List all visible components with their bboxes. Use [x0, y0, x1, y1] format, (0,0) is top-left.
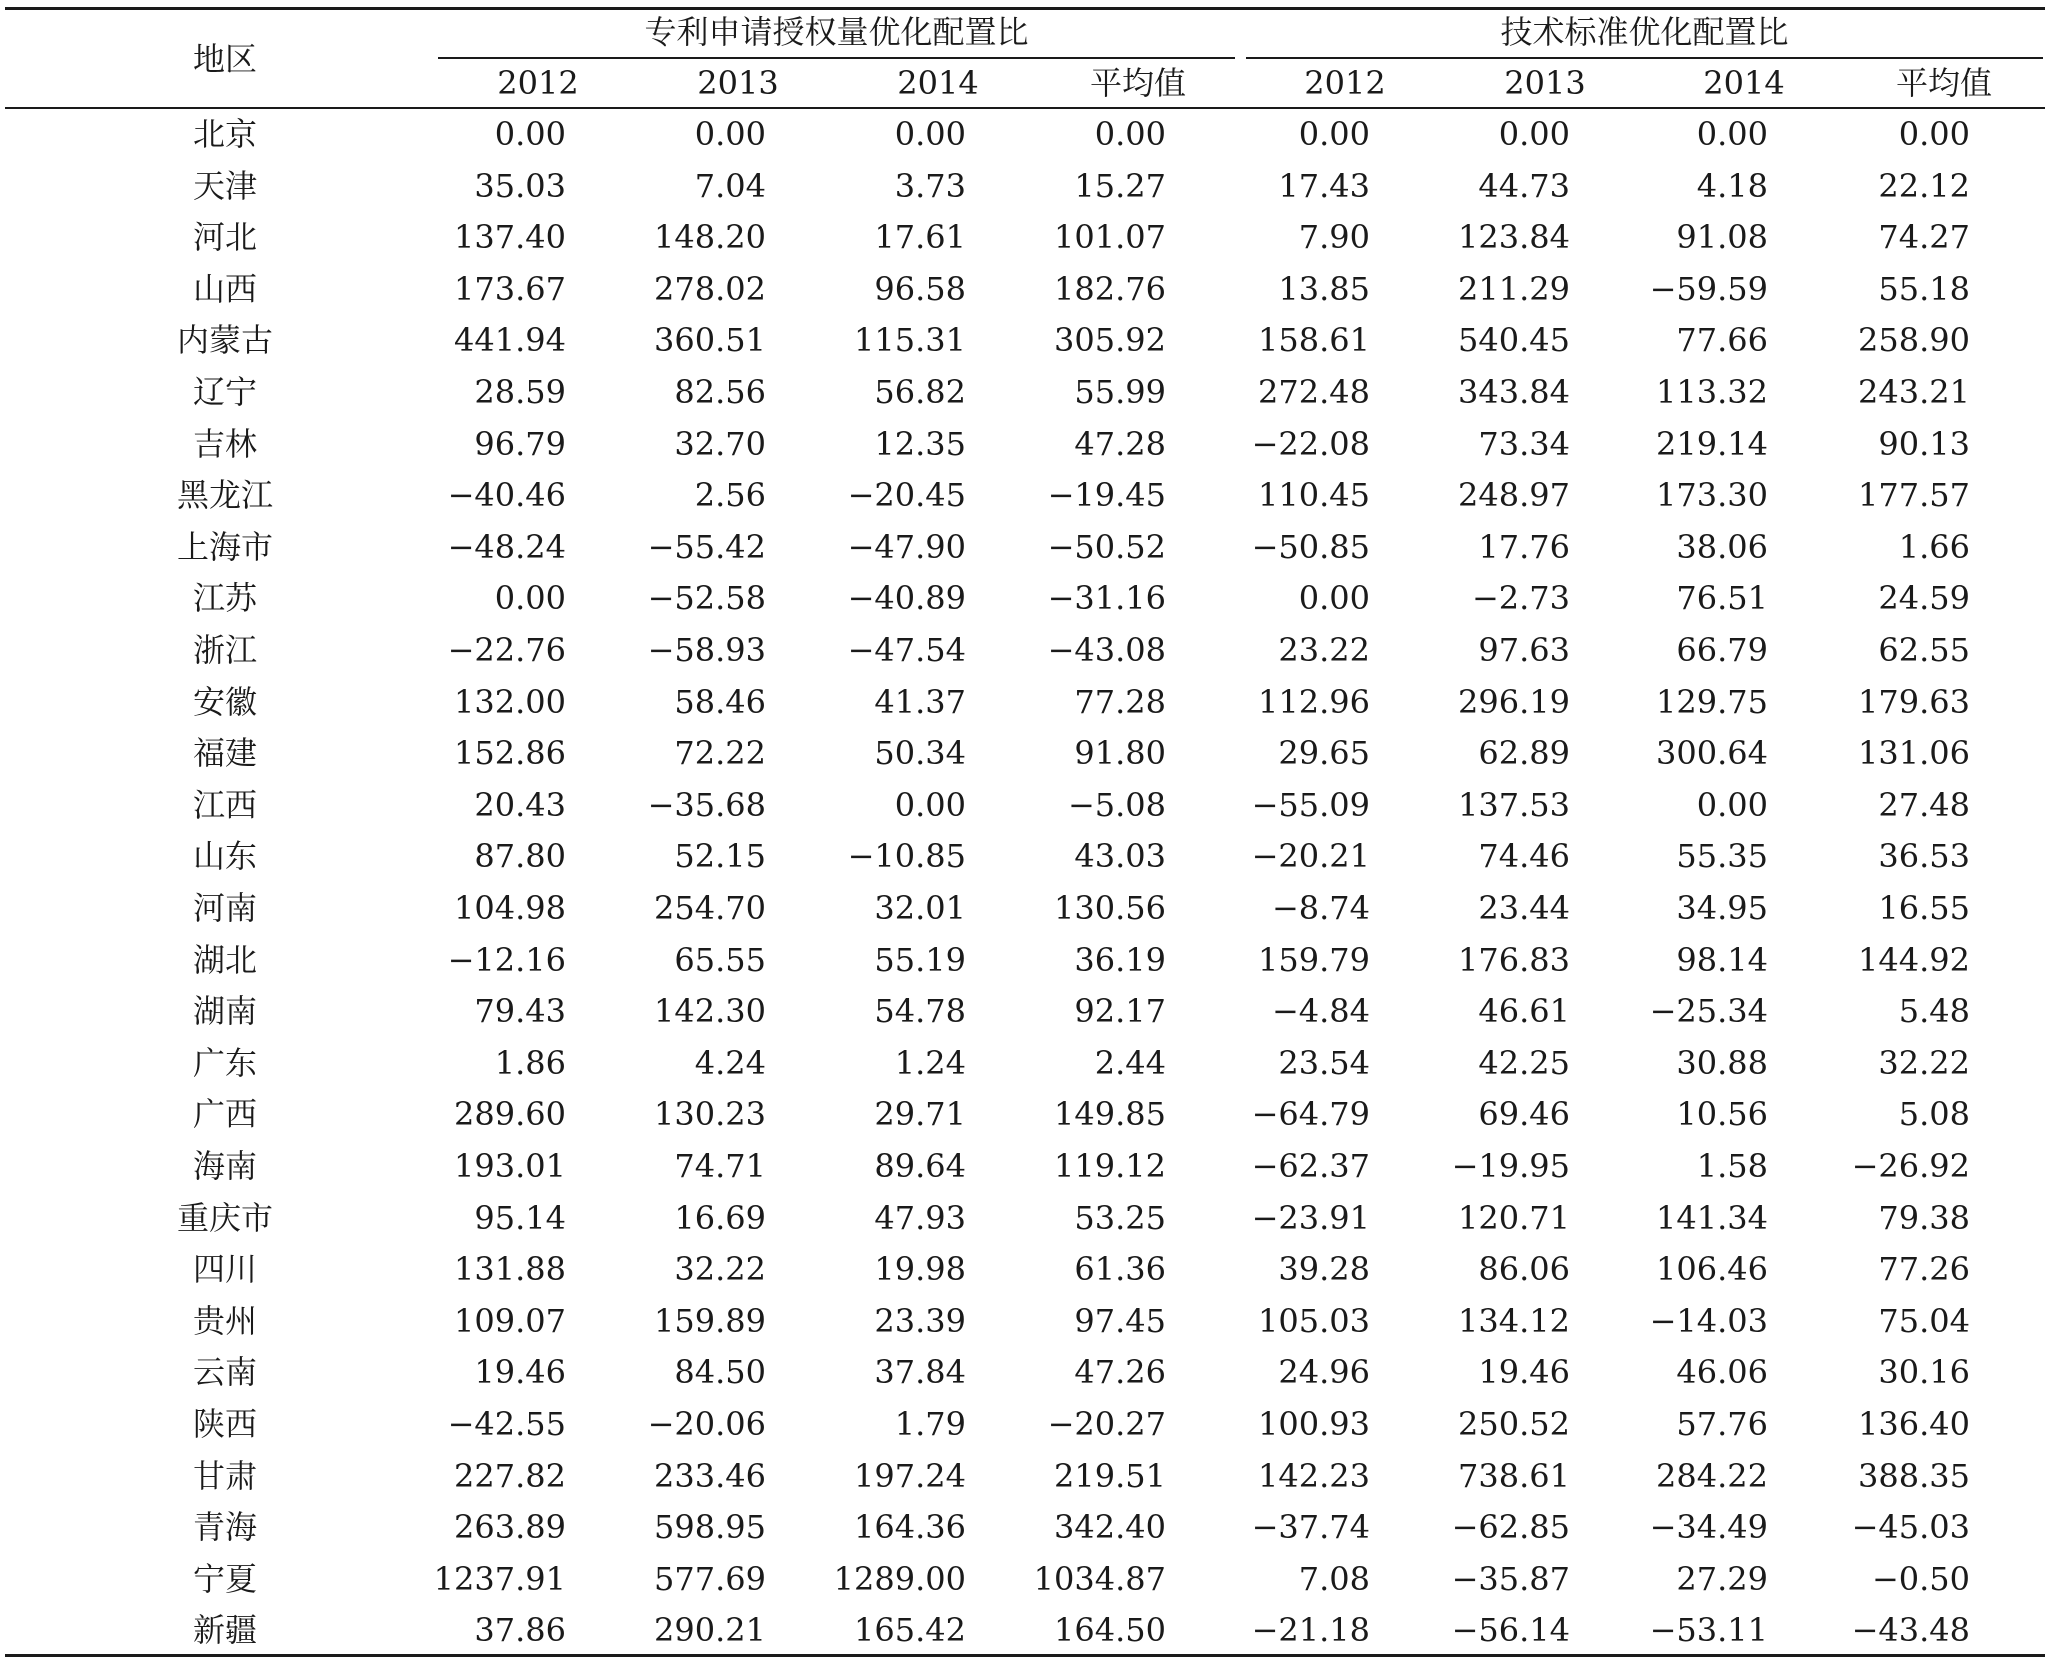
value-cell: 7.04 — [694, 166, 766, 205]
value-cell: 32.70 — [674, 424, 766, 463]
value-cell: 36.53 — [1878, 837, 1970, 876]
value-cell: 1.58 — [1696, 1147, 1768, 1185]
value-cell: 132.00 — [454, 682, 566, 721]
value-cell: 12.35 — [874, 424, 966, 463]
value-cell: 92.17 — [1074, 992, 1166, 1031]
value-cell: 158.61 — [1258, 321, 1370, 360]
value-cell: 250.52 — [1458, 1405, 1570, 1443]
region-cell: 辽宁 — [192, 373, 257, 411]
value-cell: 91.80 — [1074, 734, 1166, 773]
value-cell: 19.98 — [874, 1250, 966, 1289]
value-cell: 105.03 — [1258, 1301, 1370, 1340]
value-cell: 97.63 — [1478, 631, 1570, 669]
value-cell: 1289.00 — [833, 1559, 966, 1598]
value-cell: −2.73 — [1471, 579, 1570, 618]
value-cell: 96.58 — [874, 269, 966, 308]
value-cell: 305.92 — [1054, 321, 1166, 360]
group-header-patent: 专利申请授权量优化配置比 — [644, 13, 1029, 51]
value-cell: −8.74 — [1271, 889, 1370, 927]
region-cell: 甘肃 — [192, 1456, 257, 1495]
value-cell: −26.92 — [1851, 1147, 1970, 1185]
value-cell: 0.00 — [1696, 115, 1768, 153]
value-cell: 73.34 — [1478, 424, 1570, 463]
region-cell: 内蒙古 — [176, 321, 273, 360]
value-cell: 97.45 — [1074, 1301, 1166, 1340]
value-cell: −20.27 — [1047, 1405, 1166, 1443]
group-header-standard: 技术标准优化配置比 — [1500, 13, 1789, 51]
value-cell: 74.71 — [674, 1147, 766, 1185]
value-cell: 2.44 — [1094, 1043, 1166, 1082]
sub-header-3: 平均值 — [1089, 64, 1186, 102]
value-cell: 41.37 — [874, 682, 966, 721]
value-cell: 113.32 — [1656, 373, 1768, 411]
value-cell: 86.06 — [1478, 1250, 1570, 1289]
region-cell: 浙江 — [192, 631, 257, 669]
value-cell: 219.51 — [1054, 1456, 1166, 1495]
value-cell: 3.73 — [894, 166, 966, 205]
value-cell: 1.24 — [894, 1043, 966, 1082]
value-cell: 16.55 — [1878, 889, 1970, 927]
value-cell: −50.52 — [1047, 527, 1166, 566]
value-cell: −14.03 — [1649, 1301, 1768, 1340]
value-cell: 296.19 — [1458, 682, 1570, 721]
value-cell: 120.71 — [1458, 1198, 1570, 1237]
value-cell: 42.25 — [1478, 1043, 1570, 1082]
value-cell: −48.24 — [447, 527, 566, 566]
value-cell: 79.43 — [474, 992, 566, 1031]
value-cell: 72.22 — [674, 734, 766, 773]
value-cell: 56.82 — [874, 373, 966, 411]
value-cell: −52.58 — [647, 579, 766, 618]
value-cell: 61.36 — [1074, 1250, 1166, 1289]
value-cell: 0.00 — [894, 115, 966, 153]
value-cell: 46.61 — [1478, 992, 1570, 1031]
region-cell: 北京 — [192, 115, 257, 153]
value-cell: 66.79 — [1676, 631, 1768, 669]
value-cell: 52.15 — [674, 837, 766, 876]
value-cell: −56.14 — [1451, 1611, 1570, 1650]
value-cell: 227.82 — [454, 1456, 566, 1495]
value-cell: 62.89 — [1478, 734, 1570, 773]
value-cell: 211.29 — [1458, 269, 1570, 308]
value-cell: 342.40 — [1054, 1508, 1166, 1547]
value-cell: −10.85 — [847, 837, 966, 876]
value-cell: 165.42 — [854, 1611, 966, 1650]
value-cell: −22.08 — [1251, 424, 1370, 463]
value-cell: 17.61 — [874, 218, 966, 257]
region-cell: 安徽 — [192, 682, 257, 721]
value-cell: 112.96 — [1258, 682, 1370, 721]
value-cell: 43.03 — [1074, 837, 1166, 876]
value-cell: 82.56 — [674, 373, 766, 411]
value-cell: 130.56 — [1054, 889, 1166, 927]
value-cell: 142.30 — [654, 992, 766, 1031]
value-cell: 77.66 — [1676, 321, 1768, 360]
value-cell: 106.46 — [1656, 1250, 1768, 1289]
value-cell: 37.86 — [474, 1611, 566, 1650]
value-cell: 39.28 — [1278, 1250, 1370, 1289]
value-cell: −25.34 — [1649, 992, 1768, 1031]
sub-header-7: 平均值 — [1895, 64, 1992, 102]
value-cell: 149.85 — [1054, 1095, 1166, 1134]
region-cell: 新疆 — [192, 1611, 257, 1650]
region-cell: 河北 — [192, 218, 257, 257]
value-cell: 263.89 — [454, 1508, 566, 1547]
value-cell: −20.21 — [1251, 837, 1370, 876]
value-cell: 173.30 — [1656, 476, 1768, 515]
value-cell: 254.70 — [654, 889, 766, 927]
value-cell: 30.16 — [1878, 1353, 1970, 1392]
value-cell: −12.16 — [447, 940, 566, 979]
value-cell: 62.55 — [1878, 631, 1970, 669]
value-cell: 69.46 — [1478, 1095, 1570, 1134]
value-cell: 36.19 — [1074, 940, 1166, 979]
sub-header-1: 2013 — [697, 64, 779, 102]
value-cell: −19.95 — [1451, 1147, 1570, 1185]
value-cell: 47.28 — [1074, 424, 1166, 463]
value-cell: −37.74 — [1251, 1508, 1370, 1547]
region-cell: 宁夏 — [192, 1559, 257, 1598]
region-cell: 贵州 — [192, 1301, 257, 1340]
region-cell: 广东 — [192, 1043, 257, 1082]
value-cell: 284.22 — [1656, 1456, 1768, 1495]
sub-header-5: 2013 — [1504, 64, 1586, 102]
value-cell: 57.76 — [1676, 1405, 1768, 1443]
value-cell: 110.45 — [1258, 476, 1370, 515]
region-cell: 四川 — [192, 1250, 257, 1289]
value-cell: −53.11 — [1649, 1611, 1768, 1650]
value-cell: 0.00 — [894, 785, 966, 824]
value-cell: 289.60 — [454, 1095, 566, 1134]
value-cell: 75.04 — [1878, 1301, 1970, 1340]
value-cell: 0.00 — [1696, 785, 1768, 824]
value-cell: 90.13 — [1878, 424, 1970, 463]
value-cell: −42.55 — [447, 1405, 566, 1443]
value-cell: 0.00 — [1898, 115, 1970, 153]
region-cell: 天津 — [192, 166, 257, 205]
value-cell: 77.28 — [1074, 682, 1166, 721]
region-cell: 湖北 — [192, 940, 257, 979]
value-cell: 37.84 — [874, 1353, 966, 1392]
value-cell: −20.06 — [647, 1405, 766, 1443]
value-cell: 89.64 — [874, 1147, 966, 1185]
value-cell: 100.93 — [1258, 1405, 1370, 1443]
value-cell: 58.46 — [674, 682, 766, 721]
value-cell: 123.84 — [1458, 218, 1570, 257]
region-cell: 吉林 — [192, 424, 257, 463]
region-cell: 青海 — [192, 1508, 257, 1547]
value-cell: 53.25 — [1074, 1198, 1166, 1237]
value-cell: 65.55 — [674, 940, 766, 979]
value-cell: 19.46 — [474, 1353, 566, 1392]
value-cell: 577.69 — [654, 1559, 766, 1598]
value-cell: 0.00 — [694, 115, 766, 153]
value-cell: 137.53 — [1458, 785, 1570, 824]
value-cell: 540.45 — [1458, 321, 1570, 360]
region-cell: 江西 — [192, 785, 257, 824]
value-cell: 46.06 — [1676, 1353, 1768, 1392]
value-cell: 20.43 — [474, 785, 566, 824]
value-cell: −22.76 — [447, 631, 566, 669]
region-header: 地区 — [192, 40, 257, 78]
value-cell: −19.45 — [1047, 476, 1166, 515]
value-cell: 30.88 — [1676, 1043, 1768, 1082]
value-cell: −31.16 — [1047, 579, 1166, 618]
value-cell: 131.06 — [1858, 734, 1970, 773]
value-cell: −35.68 — [647, 785, 766, 824]
value-cell: −43.48 — [1851, 1611, 1970, 1650]
value-cell: 164.50 — [1054, 1611, 1166, 1650]
value-cell: 598.95 — [654, 1508, 766, 1547]
value-cell: 219.14 — [1656, 424, 1768, 463]
value-cell: 47.93 — [874, 1198, 966, 1237]
value-cell: 74.46 — [1478, 837, 1570, 876]
value-cell: 34.95 — [1676, 889, 1768, 927]
value-cell: 38.06 — [1676, 527, 1768, 566]
value-cell: 142.23 — [1258, 1456, 1370, 1495]
value-cell: 176.83 — [1458, 940, 1570, 979]
value-cell: 13.85 — [1278, 269, 1370, 308]
value-cell: 272.48 — [1258, 373, 1370, 411]
value-cell: 148.20 — [654, 218, 766, 257]
region-cell: 陕西 — [192, 1405, 257, 1443]
value-cell: 258.90 — [1858, 321, 1970, 360]
value-cell: −21.18 — [1251, 1611, 1370, 1650]
value-cell: 98.14 — [1676, 940, 1768, 979]
value-cell: 47.26 — [1074, 1353, 1166, 1392]
region-cell: 河南 — [192, 889, 257, 927]
value-cell: 22.12 — [1878, 166, 1970, 205]
region-cell: 云南 — [192, 1353, 257, 1392]
value-cell: −4.84 — [1271, 992, 1370, 1031]
value-cell: 91.08 — [1676, 218, 1768, 257]
value-cell: 360.51 — [654, 321, 766, 360]
value-cell: 1.79 — [894, 1405, 966, 1443]
value-cell: 23.44 — [1478, 889, 1570, 927]
value-cell: 95.14 — [474, 1198, 566, 1237]
value-cell: 19.46 — [1478, 1353, 1570, 1392]
value-cell: −43.08 — [1047, 631, 1166, 669]
region-cell: 上海市 — [176, 527, 273, 566]
value-cell: 278.02 — [654, 269, 766, 308]
value-cell: 54.78 — [874, 992, 966, 1031]
value-cell: 87.80 — [474, 837, 566, 876]
value-cell: −20.45 — [847, 476, 966, 515]
value-cell: 23.22 — [1278, 631, 1370, 669]
value-cell: 27.29 — [1676, 1559, 1768, 1598]
value-cell: −58.93 — [647, 631, 766, 669]
value-cell: −0.50 — [1871, 1559, 1970, 1598]
value-cell: 44.73 — [1478, 166, 1570, 205]
value-cell: 243.21 — [1858, 373, 1970, 411]
value-cell: 159.89 — [654, 1301, 766, 1340]
value-cell: 27.48 — [1878, 785, 1970, 824]
value-cell: 4.18 — [1696, 166, 1768, 205]
value-cell: 15.27 — [1074, 166, 1166, 205]
value-cell: −35.87 — [1451, 1559, 1570, 1598]
value-cell: −23.91 — [1251, 1198, 1370, 1237]
value-cell: 1.86 — [494, 1043, 566, 1082]
value-cell: −55.42 — [647, 527, 766, 566]
value-cell: 119.12 — [1054, 1147, 1166, 1185]
value-cell: −62.37 — [1251, 1147, 1370, 1185]
value-cell: −62.85 — [1451, 1508, 1570, 1547]
value-cell: 0.00 — [1094, 115, 1166, 153]
value-cell: 16.69 — [674, 1198, 766, 1237]
value-cell: 32.22 — [674, 1250, 766, 1289]
value-cell: 137.40 — [454, 218, 566, 257]
value-cell: 28.59 — [474, 373, 566, 411]
value-cell: 136.40 — [1858, 1405, 1970, 1443]
value-cell: 77.26 — [1878, 1250, 1970, 1289]
value-cell: 7.08 — [1298, 1559, 1370, 1598]
value-cell: 144.92 — [1858, 940, 1970, 979]
value-cell: 96.79 — [474, 424, 566, 463]
region-cell: 重庆市 — [176, 1198, 273, 1237]
value-cell: 104.98 — [454, 889, 566, 927]
value-cell: −47.90 — [847, 527, 966, 566]
value-cell: −40.89 — [847, 579, 966, 618]
value-cell: 173.67 — [454, 269, 566, 308]
value-cell: 5.48 — [1898, 992, 1970, 1031]
value-cell: 32.01 — [874, 889, 966, 927]
value-cell: 164.36 — [854, 1508, 966, 1547]
value-cell: 17.76 — [1478, 527, 1570, 566]
value-cell: 441.94 — [454, 321, 566, 360]
value-cell: 130.23 — [654, 1095, 766, 1134]
value-cell: 115.31 — [854, 321, 966, 360]
value-cell: 79.38 — [1878, 1198, 1970, 1237]
value-cell: −64.79 — [1251, 1095, 1370, 1134]
value-cell: −5.08 — [1067, 785, 1166, 824]
value-cell: 141.34 — [1656, 1198, 1768, 1237]
region-cell: 山西 — [192, 269, 257, 308]
value-cell: 29.71 — [874, 1095, 966, 1134]
value-cell: 101.07 — [1054, 218, 1166, 257]
value-cell: 0.00 — [494, 115, 566, 153]
value-cell: 343.84 — [1458, 373, 1570, 411]
value-cell: 76.51 — [1676, 579, 1768, 618]
value-cell: 50.34 — [874, 734, 966, 773]
region-cell: 湖南 — [192, 992, 257, 1031]
value-cell: 23.54 — [1278, 1043, 1370, 1082]
value-cell: 129.75 — [1656, 682, 1768, 721]
value-cell: 1237.91 — [433, 1559, 566, 1598]
value-cell: 159.79 — [1258, 940, 1370, 979]
value-cell: 388.35 — [1858, 1456, 1970, 1495]
value-cell: 0.00 — [1298, 579, 1370, 618]
sub-header-6: 2014 — [1703, 64, 1785, 102]
sub-header-2: 2014 — [897, 64, 979, 102]
value-cell: 2.56 — [694, 476, 766, 515]
value-cell: 0.00 — [1498, 115, 1570, 153]
value-cell: 35.03 — [474, 166, 566, 205]
region-cell: 黑龙江 — [176, 476, 273, 515]
value-cell: 131.88 — [454, 1250, 566, 1289]
value-cell: 17.43 — [1278, 166, 1370, 205]
region-cell: 江苏 — [192, 579, 257, 618]
value-cell: 55.18 — [1878, 269, 1970, 308]
value-cell: 248.97 — [1458, 476, 1570, 515]
region-cell: 海南 — [192, 1147, 257, 1185]
region-cell: 广西 — [192, 1095, 257, 1134]
value-cell: 193.01 — [454, 1147, 566, 1185]
value-cell: 197.24 — [854, 1456, 966, 1495]
value-cell: 55.99 — [1074, 373, 1166, 411]
value-cell: 24.96 — [1278, 1353, 1370, 1392]
value-cell: 1034.87 — [1033, 1559, 1166, 1598]
value-cell: 32.22 — [1878, 1043, 1970, 1082]
value-cell: −50.85 — [1251, 527, 1370, 566]
value-cell: 29.65 — [1278, 734, 1370, 773]
sub-header-4: 2012 — [1304, 64, 1386, 102]
value-cell: −34.49 — [1649, 1508, 1768, 1547]
value-cell: 152.86 — [454, 734, 566, 773]
value-cell: −40.46 — [447, 476, 566, 515]
region-cell: 福建 — [192, 734, 257, 773]
value-cell: −47.54 — [847, 631, 966, 669]
value-cell: −59.59 — [1649, 269, 1768, 308]
value-cell: 55.35 — [1676, 837, 1768, 876]
value-cell: 300.64 — [1656, 734, 1768, 773]
value-cell: 109.07 — [454, 1301, 566, 1340]
region-cell: 山东 — [192, 837, 257, 876]
value-cell: −45.03 — [1851, 1508, 1970, 1547]
value-cell: 10.56 — [1676, 1095, 1768, 1134]
value-cell: 738.61 — [1458, 1456, 1570, 1495]
value-cell: −55.09 — [1251, 785, 1370, 824]
value-cell: 290.21 — [654, 1611, 766, 1650]
value-cell: 4.24 — [694, 1043, 766, 1082]
value-cell: 5.08 — [1898, 1095, 1970, 1134]
value-cell: 233.46 — [654, 1456, 766, 1495]
value-cell: 0.00 — [1298, 115, 1370, 153]
value-cell: 7.90 — [1298, 218, 1370, 257]
sub-header-0: 2012 — [497, 64, 579, 102]
value-cell: 1.66 — [1898, 527, 1970, 566]
value-cell: 179.63 — [1858, 682, 1970, 721]
value-cell: 182.76 — [1054, 269, 1166, 308]
value-cell: 0.00 — [494, 579, 566, 618]
value-cell: 84.50 — [674, 1353, 766, 1392]
value-cell: 23.39 — [874, 1301, 966, 1340]
value-cell: 74.27 — [1878, 218, 1970, 257]
value-cell: 134.12 — [1458, 1301, 1570, 1340]
value-cell: 177.57 — [1858, 476, 1970, 515]
value-cell: 55.19 — [874, 940, 966, 979]
value-cell: 24.59 — [1878, 579, 1970, 618]
